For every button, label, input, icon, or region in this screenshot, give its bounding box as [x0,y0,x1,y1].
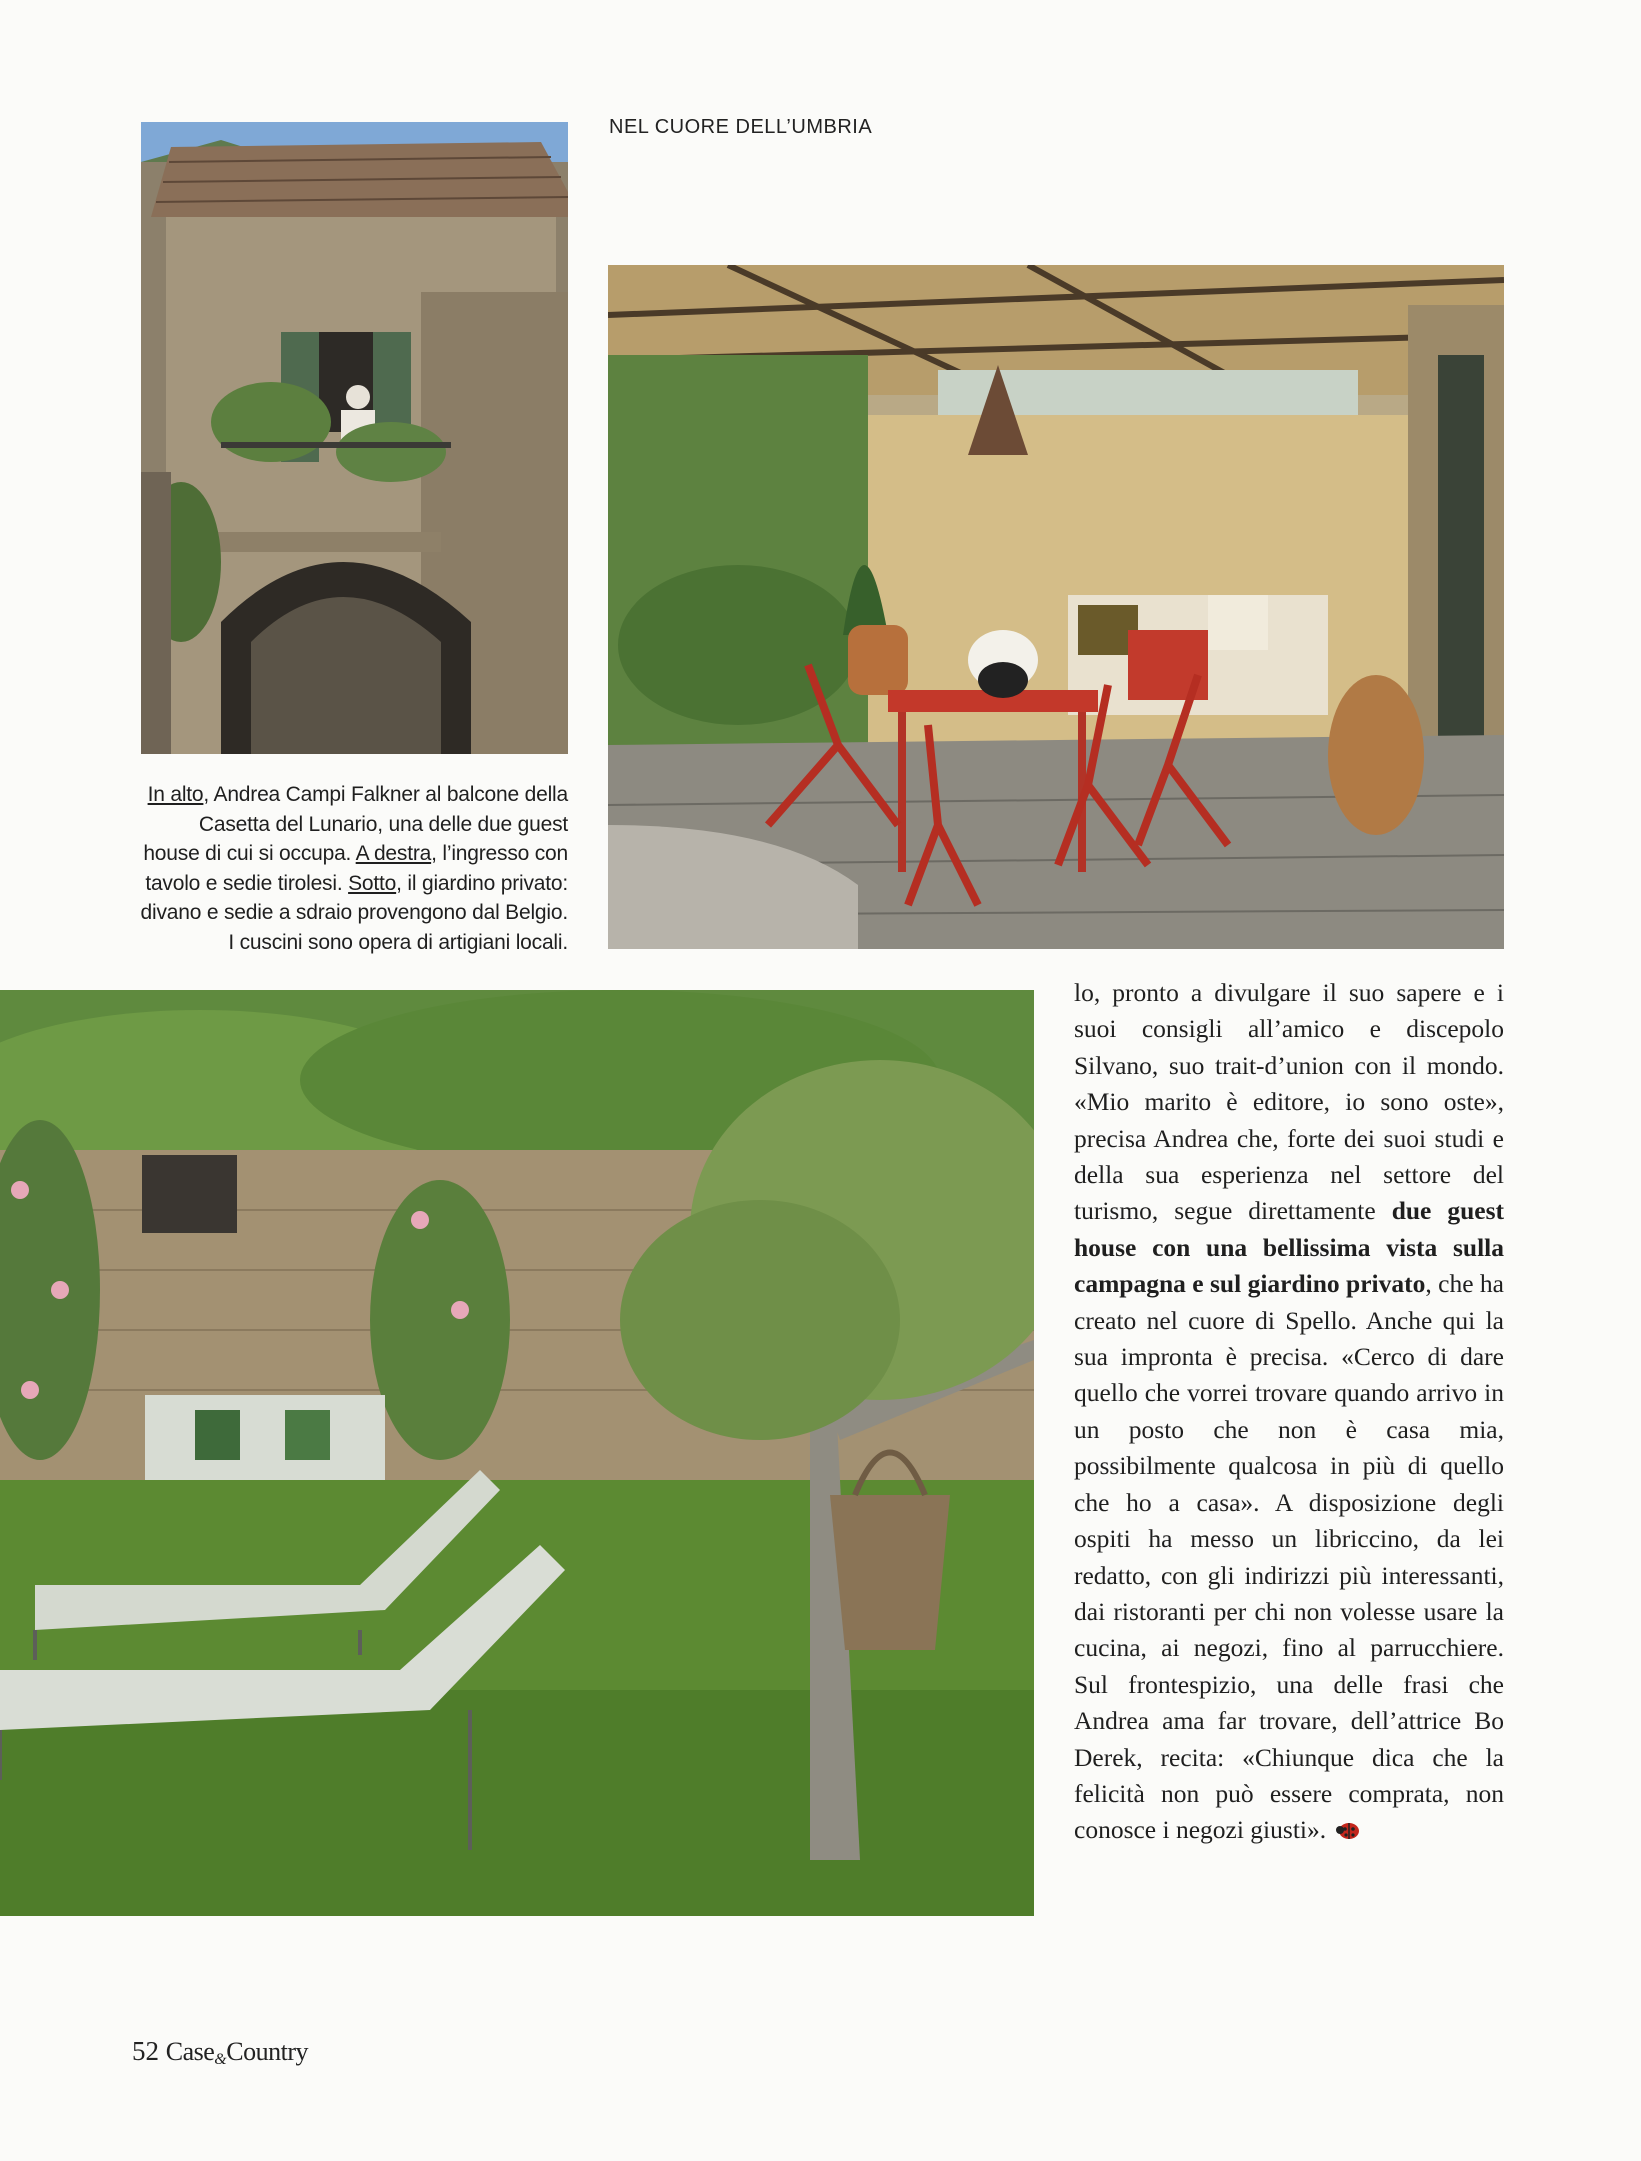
brand-part-country: Country [226,2037,308,2066]
brand-part-case: Case [165,2037,215,2066]
brand-ampersand: & [214,2051,227,2068]
ladybug-icon [1336,1814,1360,1834]
photo-house-balcony [141,122,568,754]
magazine-brand [166,2037,308,2066]
caption-text-1: , Andrea Campi Falkner al balcone della Casetta del Lunario, una delle due guest house di cui si occupa. [143,783,568,865]
page-number: 52 [132,2036,159,2066]
caption-text-2: , l’ingresso con tavolo e sedie tirolesi. [145,842,568,895]
photo-terrace-entrance [608,265,1504,949]
photo-caption [140,780,568,957]
article-body [1074,975,1504,1849]
article-highlight: due guest house con una bellissima vista sulla campagna e sul giardino privato [1074,1196,1504,1299]
caption-ref-right: A destra [355,842,432,865]
page-folio [132,2036,308,2069]
caption-text-3: , il giardino privato: divano e sedie a sdraio provengono dal Belgio. I cuscini sono opera di artigiani locali. [140,871,568,954]
caption-ref-below: Sotto [348,871,397,895]
article-text-1: lo, pronto a divulgare il suo sapere e i suoi consigli all’amico e discepolo Silvano, suo trait-d’union con il mondo. «Mio marito è editore, io sono oste», precisa Andrea che, forte dei suoi studi e della sua esperienza nel settore del turismo, segue direttamente [1074,978,1504,1226]
caption-ref-top: In alto [147,783,204,806]
article-text-2: , che ha creato nel cuore di Spello. Anche qui la sua impronta è precisa. «Cerco di dare quello che vorrei trovare quando arrivo in un posto che non è casa mia, possibilmente qualcosa in più di quello che ho a casa». A disposizione degli ospiti ha messo un libriccino, da lei redatto, con gli indirizzi più interessanti, dai ristoranti per chi non volesse usare la cucina, ai negozi, fino al parrucchiere. Sul frontespizio, una delle frasi che Andrea ama far trovare, dell’attrice Bo Derek, recita: «Chiunque dica che la felicità non può essere comprata, non conosce i negozi giusti». [1074,1269,1504,1845]
photo-private-garden [0,990,1034,1916]
section-kicker: NEL CUORE DELL’UMBRIA [609,116,873,138]
